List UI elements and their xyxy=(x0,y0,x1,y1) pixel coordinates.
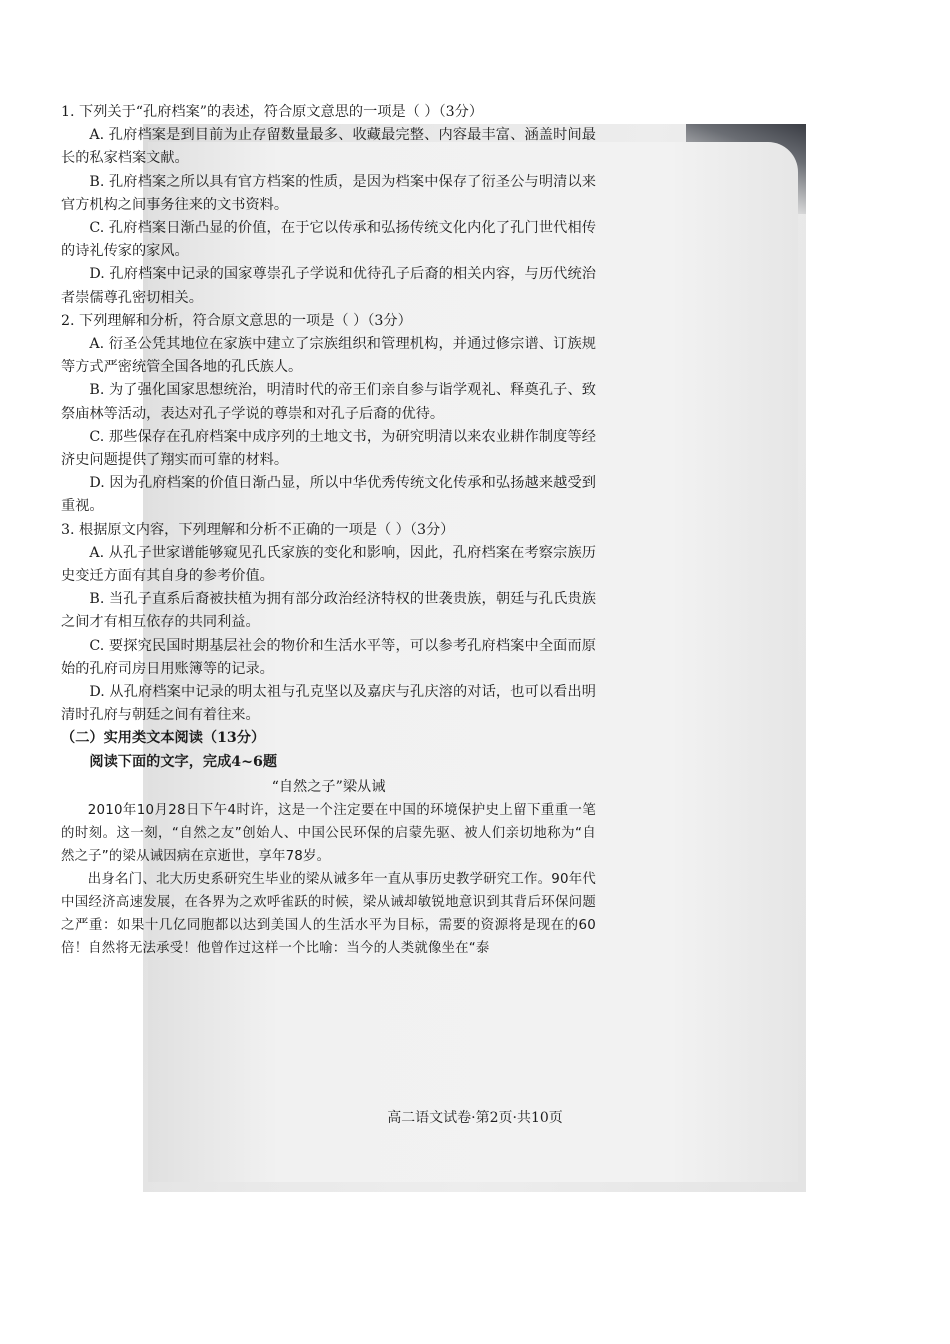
question-2-option-d: D. 因为孔府档案的价值日渐凸显，所以中华优秀传统文化传承和弘扬越来越受到重视。 xyxy=(61,475,596,515)
reading-instruction: 阅读下面的文字，完成4~6题 xyxy=(89,753,278,770)
question-2-option-a: A. 衍圣公凭其地位在家族中建立了宗族组织和管理机构，并通过修宗谱、订族规等方式严密统管全国各地的孔氏族人。 xyxy=(61,336,596,376)
question-3-option-a: A. 从孔子世家谱能够窥见孔氏家族的变化和影响，因此，孔府档案在考察宗族历史变迁方面有其自身的参考价值。 xyxy=(61,544,596,585)
question-3-stem: 3. 根据原文内容，下列理解和分析不正确的一项是（ ）（3分） xyxy=(61,521,455,538)
article-paragraph-2: 出身名门、北大历史系研究生毕业的梁从诫多年一直从事历史教学研究工作。90年代中国经济高速发展，在各界为之欢呼雀跃的时候，梁从诫却敏锐地意识到其背后环保问题之严重：如果十几亿同胞都以达到美国人的生活水平为目标，需要的资源将是现在的60倍！自然将无法承受！他曾作过这样一个比喻：当今的人类就像坐在“泰 xyxy=(61,872,596,957)
question-2-option-c: C. 那些保存在孔府档案中成序列的土地文书，为研究明清以来农业耕作制度等经济史问题提供了翔实而可靠的材料。 xyxy=(61,428,596,469)
question-1-option-a: A. 孔府档案是到目前为止存留数量最多、收藏最完整、内容最丰富、涵盖时间最长的私家档案文献。 xyxy=(61,127,596,167)
section-heading: （二）实用类文本阅读（13分） xyxy=(61,730,266,747)
question-2-stem: 2. 下列理解和分析，符合原文意思的一项是（ ）（3分） xyxy=(61,312,412,329)
question-2-option-b: B. 为了强化国家思想统治，明清时代的帝王们亲自参与诣学观礼、释奠孔子、致祭庙林等活动，表达对孔子学说的尊崇和对孔子后裔的优待。 xyxy=(61,382,596,422)
article-paragraph-1: 2010年10月28日下午4时许，这是一个注定要在中国的环境保护史上留下重重一笔的时刻。这一刻，“自然之友”创始人、中国公民环保的启蒙先驱、被人们亲切地称为“自然之子”的梁从诫因病在京逝世，享年78岁。 xyxy=(61,803,596,865)
question-1-stem: 1. 下列关于“孔府档案”的表述，符合原文意思的一项是（ ）（3分） xyxy=(61,104,484,120)
exam-content xyxy=(61,101,596,960)
question-1-option-c: C. 孔府档案日渐凸显的价值，在于它以传承和弘扬传统文化内化了孔门世代相传的诗礼传家的家风。 xyxy=(61,220,596,260)
question-3-option-b: B. 当孔子直系后裔被扶植为拥有部分政治经济特权的世袭贵族，朝廷与孔氏贵族之间才有相互依存的共同利益。 xyxy=(61,591,596,631)
question-1-option-d: D. 孔府档案中记录的国家尊崇孔子学说和优待孔子后裔的相关内容，与历代统治者崇儒尊孔密切相关。 xyxy=(61,266,596,306)
question-3-option-c: C. 要探究民国时期基层社会的物价和生活水平等，可以参考孔府档案中全面而原始的孔府司房日用账簿等的记录。 xyxy=(61,637,596,677)
question-1-option-b: B. 孔府档案之所以具有官方档案的性质，是因为档案中保存了衍圣公与明清以来官方机构之间事务往来的文书资料。 xyxy=(61,173,596,213)
question-3-option-d: D. 从孔府档案中记录的明太祖与孔克坚以及嘉庆与孔庆溶的对话，也可以看出明清时孔府与朝廷之间有着往来。 xyxy=(61,684,596,724)
article-title: “自然之子”梁从诫 xyxy=(271,778,386,795)
page-footer: 高二语文试卷·第2页·共10页 xyxy=(387,1110,563,1126)
